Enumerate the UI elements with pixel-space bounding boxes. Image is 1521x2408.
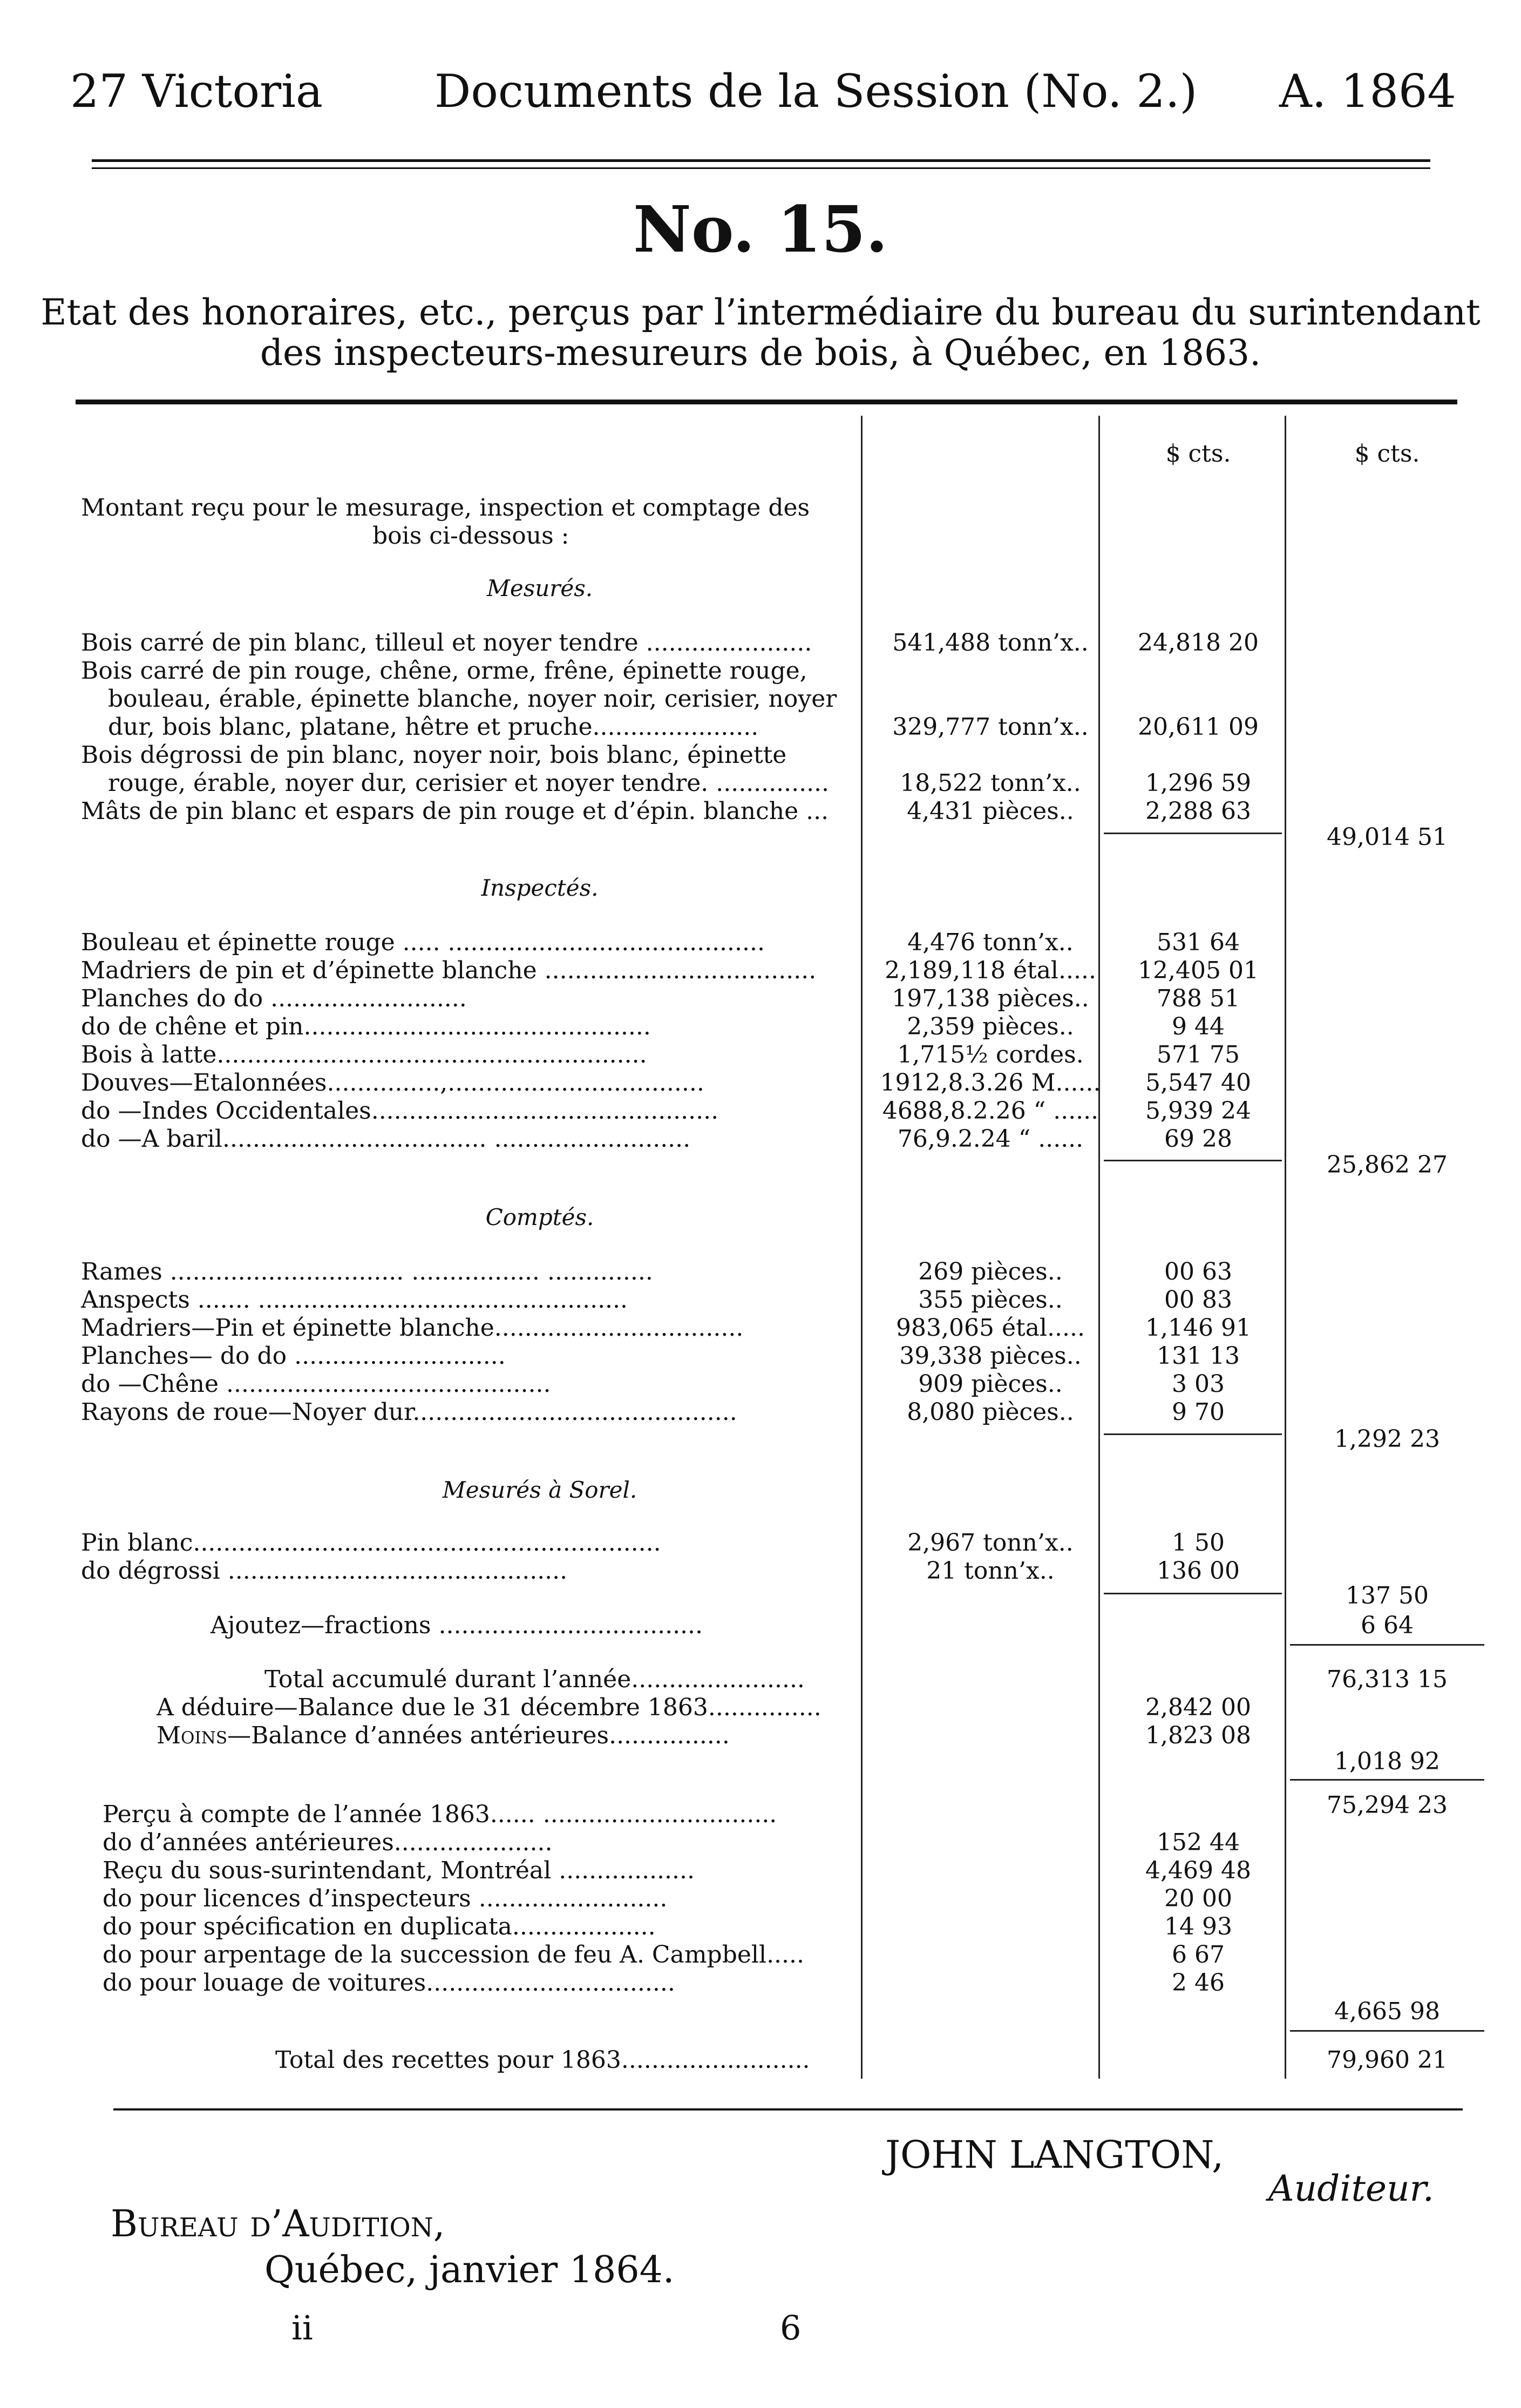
header-rule bbox=[92, 159, 1430, 162]
comptes-row-2-qty: 355 pièces.. bbox=[918, 1286, 1063, 1314]
percu-total: 75,294 23 bbox=[1327, 1791, 1448, 1819]
deduire-label: A déduire—Balance due le 31 décembre 1863............... bbox=[157, 1694, 821, 1721]
inspectes-row-8-qty: 76,9.2.24 “ ...... bbox=[897, 1125, 1084, 1153]
footer-page-number: 6 bbox=[780, 2308, 802, 2348]
percu-rule bbox=[1290, 1779, 1484, 1781]
accum-total: 76,313 15 bbox=[1327, 1666, 1448, 1693]
recettes-row-5-amount: 6 67 bbox=[1172, 1941, 1225, 1969]
percu-label: Perçu à compte de l’année 1863...... ............................... bbox=[103, 1801, 777, 1828]
inspectes-row-5-label: Bois à latte......................................................... bbox=[81, 1041, 647, 1068]
intro-line2: bois ci-dessous : bbox=[372, 522, 569, 550]
section-title-comptes: Comptés. bbox=[485, 1204, 594, 1230]
comptes-row-3-amount: 1,146 91 bbox=[1145, 1314, 1251, 1342]
recettes-row-1-amount: 152 44 bbox=[1157, 1829, 1240, 1856]
column-header-amount: $ cts. bbox=[1165, 440, 1231, 468]
inspectes-row-8-amount: 69 28 bbox=[1164, 1125, 1232, 1153]
mesures-row-2-amount: 20,611 09 bbox=[1138, 713, 1259, 741]
fractions-label: Ajoutez—fractions ................................... bbox=[211, 1612, 703, 1639]
inspectes-row-4-amount: 9 44 bbox=[1172, 1013, 1225, 1040]
moins-amount: 1,823 08 bbox=[1145, 1722, 1251, 1749]
col-line-2 bbox=[1098, 416, 1100, 2079]
inspectes-row-5-amount: 571 75 bbox=[1157, 1041, 1240, 1068]
mesures-row-2-label-b: bouleau, érable, épinette blanche, noyer noir, cerisier, noyer bbox=[108, 685, 837, 713]
inspectes-row-7-amount: 5,939 24 bbox=[1145, 1097, 1251, 1125]
comptes-row-1-label: Rames ............................... ................. .............. bbox=[81, 1258, 653, 1286]
comptes-row-4-amount: 131 13 bbox=[1157, 1342, 1240, 1370]
recettes-total: 4,665 98 bbox=[1334, 1998, 1440, 2025]
inspectes-row-2-label: Madriers de pin et d’épinette blanche .................................... bbox=[81, 957, 817, 984]
comptes-row-3-qty: 983,065 étal..... bbox=[896, 1314, 1085, 1342]
signature-role: Auditeur. bbox=[1268, 2168, 1434, 2209]
header-left: 27 Victoria bbox=[70, 65, 323, 118]
recettes-row-4-amount: 14 93 bbox=[1164, 1913, 1232, 1940]
inspectes-row-8-label: do —A baril................................... .......................... bbox=[81, 1125, 691, 1153]
recettes-row-5-label: do pour arpentage de la succession de feu A. Campbell..... bbox=[103, 1941, 804, 1969]
inspectes-subtotal-rule bbox=[1104, 1160, 1282, 1161]
recettes-row-6-label: do pour louage de voitures................................. bbox=[103, 1969, 675, 1997]
inspectes-row-5-qty: 1,715½ cordes. bbox=[897, 1041, 1084, 1068]
fractions-total: 6 64 bbox=[1361, 1612, 1414, 1639]
comptes-total: 1,292 23 bbox=[1334, 1425, 1440, 1453]
inspectes-row-1-qty: 4,476 tonn’x.. bbox=[907, 929, 1074, 956]
mesures-subtotal-rule bbox=[1104, 833, 1282, 834]
inspectes-row-1-label: Bouleau et épinette rouge ..... .......................................... bbox=[81, 929, 765, 956]
col-line-3 bbox=[1285, 416, 1286, 2079]
recettes-row-4-label: do pour spécification en duplicata................... bbox=[103, 1913, 656, 1940]
title-rule bbox=[76, 400, 1457, 404]
inspectes-row-4-label: do de chêne et pin.............................................. bbox=[81, 1013, 651, 1040]
inspectes-row-6-qty: 1912,8.3.26 M...... bbox=[880, 1069, 1101, 1097]
inspectes-row-4-qty: 2,359 pièces.. bbox=[907, 1013, 1074, 1040]
recettes-row-2-amount: 4,469 48 bbox=[1145, 1857, 1251, 1884]
moins-label-text: —Balance d’années antérieures................ bbox=[227, 1722, 730, 1749]
comptes-row-5-amount: 3 03 bbox=[1172, 1370, 1225, 1398]
sorel-row-2-qty: 21 tonn’x.. bbox=[926, 1557, 1055, 1585]
comptes-row-3-label: Madriers—Pin et épinette blanche................................. bbox=[81, 1314, 744, 1342]
mesures-row-3-amount: 1,296 59 bbox=[1145, 769, 1251, 797]
doc-title-line2: des inspecteurs-mesureurs de bois, à Québec, en 1863. bbox=[260, 332, 1261, 374]
doc-number: No. 15. bbox=[633, 192, 888, 267]
mesures-total: 49,014 51 bbox=[1327, 823, 1448, 851]
mesures-row-2-label-a: Bois carré de pin rouge, chêne, orme, frêne, épinette rouge, bbox=[81, 657, 807, 685]
inspectes-row-6-label: Douves—Etalonnées...............,.................................. bbox=[81, 1069, 704, 1097]
mesures-row-2-qty: 329,777 tonn’x.. bbox=[892, 713, 1089, 741]
grand-total-label: Total des recettes pour 1863......................... bbox=[275, 2046, 810, 2074]
sorel-total: 137 50 bbox=[1346, 1582, 1429, 1609]
header-center: Documents de la Session (No. 2.) bbox=[434, 65, 1198, 118]
comptes-row-6-qty: 8,080 pièces.. bbox=[907, 1398, 1074, 1426]
header-rule-2 bbox=[92, 167, 1430, 169]
doc-title-line1: Etat des honoraires, etc., perçus par l’intermédiaire du bureau du surintendant bbox=[40, 292, 1481, 333]
mesures-row-1-qty: 541,488 tonn’x.. bbox=[892, 629, 1089, 657]
intro-line1: Montant reçu pour le mesurage, inspection et comptage des bbox=[81, 494, 810, 522]
moins-label bbox=[157, 1722, 730, 1750]
mesures-row-4-qty: 4,431 pièces.. bbox=[907, 797, 1074, 825]
inspectes-row-3-amount: 788 51 bbox=[1157, 985, 1240, 1012]
sorel-row-1-amount: 1 50 bbox=[1172, 1529, 1225, 1557]
recettes-row-2-label: Reçu du sous-surintendant, Montréal .................. bbox=[103, 1857, 695, 1884]
mesures-row-3-label-a: Bois dégrossi de pin blanc, noyer noir, bois blanc, épinette bbox=[81, 741, 787, 769]
comptes-row-6-amount: 9 70 bbox=[1172, 1398, 1225, 1426]
mesures-row-1-amount: 24,818 20 bbox=[1138, 629, 1259, 657]
comptes-row-5-qty: 909 pièces.. bbox=[918, 1370, 1063, 1398]
comptes-row-6-label: Rayons de roue—Noyer dur........................................... bbox=[81, 1398, 737, 1426]
sorel-row-1-label: Pin blanc.............................................................. bbox=[81, 1529, 661, 1557]
moins-total: 1,018 92 bbox=[1334, 1748, 1440, 1775]
comptes-row-4-qty: 39,338 pièces.. bbox=[899, 1342, 1082, 1370]
column-header-total: $ cts. bbox=[1354, 440, 1420, 468]
comptes-row-2-label: Anspects ....... ................................................. bbox=[81, 1286, 628, 1314]
recettes-row-6-amount: 2 46 bbox=[1172, 1969, 1225, 1997]
mesures-row-3-qty: 18,522 tonn’x.. bbox=[900, 769, 1081, 797]
signature-name: JOHN LANGTON, bbox=[885, 2133, 1224, 2177]
inspectes-row-7-label: do —Indes Occidentales.............................................. bbox=[81, 1097, 719, 1125]
comptes-row-2-amount: 00 83 bbox=[1164, 1286, 1232, 1314]
deduire-amount: 2,842 00 bbox=[1145, 1694, 1251, 1721]
section-title-inspectes: Inspectés. bbox=[481, 875, 599, 901]
inspectes-row-2-amount: 12,405 01 bbox=[1138, 957, 1259, 984]
col-line-1 bbox=[861, 416, 863, 2079]
sorel-row-2-label: do dégrossi ............................................. bbox=[81, 1557, 568, 1585]
comptes-row-1-qty: 269 pièces.. bbox=[918, 1258, 1063, 1286]
inspectes-row-1-amount: 531 64 bbox=[1157, 929, 1240, 956]
sorel-subtotal-rule bbox=[1104, 1593, 1282, 1594]
sorel-row-2-amount: 136 00 bbox=[1157, 1557, 1240, 1585]
inspectes-row-2-qty: 2,189,118 étal..... bbox=[885, 957, 1096, 984]
header-right: A. 1864 bbox=[1279, 65, 1456, 118]
comptes-row-1-amount: 00 63 bbox=[1164, 1258, 1232, 1286]
accum-label: Total accumulé durant l’année....................... bbox=[264, 1666, 805, 1693]
mesures-row-4-label: Mâts de pin blanc et espars de pin rouge et d’épin. blanche ... bbox=[81, 797, 829, 825]
grand-total-rule bbox=[1290, 2030, 1484, 2032]
section-title-mesures: Mesurés. bbox=[486, 575, 593, 601]
mesures-row-1-label: Bois carré de pin blanc, tilleul et noyer tendre ...................... bbox=[81, 629, 812, 657]
mesures-row-2-label-c: dur, bois blanc, platane, hêtre et pruche...................... bbox=[108, 713, 759, 741]
mesures-row-3-label-b: rouge, érable, noyer dur, cerisier et noyer tendre. ............... bbox=[108, 769, 830, 797]
section-title-sorel: Mesurés à Sorel. bbox=[442, 1477, 637, 1503]
accum-rule bbox=[1290, 1644, 1484, 1646]
inspectes-total: 25,862 27 bbox=[1327, 1151, 1448, 1179]
comptes-row-4-label: Planches— do do ............................ bbox=[81, 1342, 506, 1370]
footer-place: Québec, janvier 1864. bbox=[264, 2249, 675, 2291]
footer-page-roman: ii bbox=[291, 2308, 313, 2348]
sorel-row-1-qty: 2,967 tonn’x.. bbox=[907, 1529, 1074, 1557]
comptes-row-5-label: do —Chêne ........................................... bbox=[81, 1370, 551, 1398]
inspectes-row-7-qty: 4688,8.2.26 “ ...... bbox=[882, 1097, 1099, 1125]
comptes-subtotal-rule bbox=[1104, 1433, 1282, 1435]
inspectes-row-3-qty: 197,138 pièces.. bbox=[892, 985, 1089, 1012]
grand-total-value: 79,960 21 bbox=[1327, 2046, 1448, 2074]
inspectes-row-3-label: Planches do do .......................... bbox=[81, 985, 467, 1012]
recettes-row-3-amount: 20 00 bbox=[1164, 1885, 1232, 1912]
mesures-row-4-amount: 2,288 63 bbox=[1145, 797, 1251, 825]
recettes-row-3-label: do pour licences d’inspecteurs ......................... bbox=[103, 1885, 668, 1912]
footer-office: Bureau d’Audition, bbox=[111, 2203, 445, 2245]
recettes-row-1-label: do d’années antérieures..................... bbox=[103, 1829, 553, 1856]
footer-rule bbox=[113, 2108, 1463, 2111]
inspectes-row-6-amount: 5,547 40 bbox=[1145, 1069, 1251, 1097]
moins-label-sc: Moins bbox=[157, 1722, 228, 1749]
